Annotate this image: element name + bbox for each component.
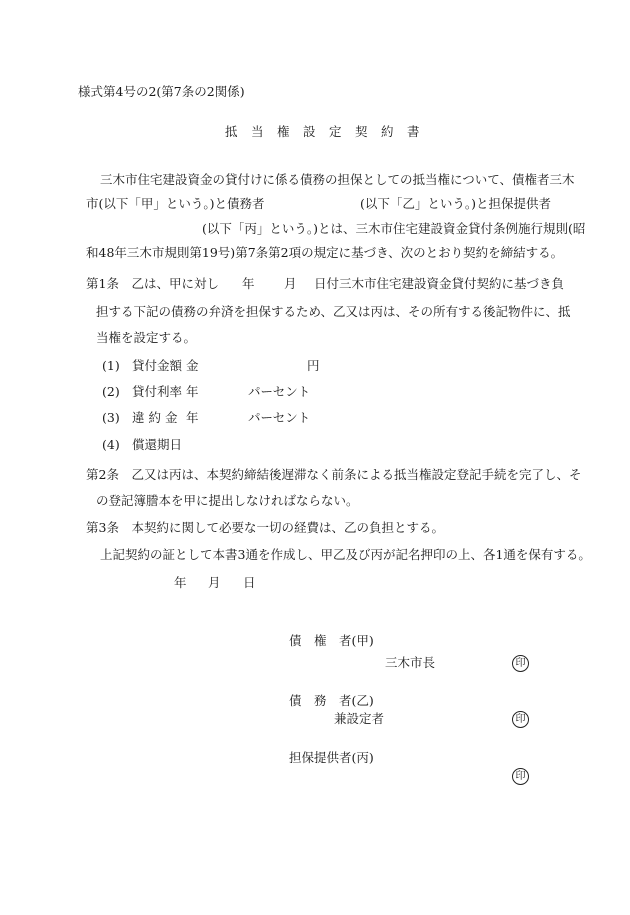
closing-statement: 上記契約の証として本書3通を作成し、甲乙及び丙が記名押印の上、各1通を保有する。 bbox=[100, 547, 591, 562]
item-unit: パーセント bbox=[248, 410, 311, 425]
article1-line-1a: 第1条 乙は、甲に対し bbox=[86, 276, 219, 291]
item-number: (3) bbox=[102, 410, 120, 425]
article2-line-1: 第2条 乙又は丙は、本契約締結後遅滞なく前条による抵当権設定登記手続を完了し、そ bbox=[86, 467, 582, 482]
article3: 第3条 本契約に関して必要な一切の経費は、乙の負担とする。 bbox=[86, 520, 444, 535]
seal-mark-icon: 印 bbox=[512, 768, 529, 785]
article1-month: 月 bbox=[284, 276, 297, 291]
provider-label: 担保提供者(丙) bbox=[289, 750, 374, 765]
item-label: 貸付利率 bbox=[132, 384, 183, 399]
article1-line-3: 当権を設定する。 bbox=[96, 330, 197, 345]
item-field: 年 bbox=[186, 410, 199, 425]
item-number: (4) bbox=[102, 437, 120, 452]
date-month: 月 bbox=[208, 575, 221, 590]
preamble-line-3: (以下「丙」という。)とは、三木市住宅建設資金貸付条例施行規則(昭 bbox=[202, 221, 586, 236]
seal-mark-icon: 印 bbox=[512, 655, 529, 672]
item-unit: 円 bbox=[307, 358, 320, 373]
debtor-sub-label: 兼設定者 bbox=[334, 711, 385, 726]
item-unit: パーセント bbox=[248, 384, 311, 399]
item-number: (2) bbox=[102, 384, 120, 399]
creditor-label: 債 権 者(甲) bbox=[289, 633, 374, 648]
date-year: 年 bbox=[174, 575, 187, 590]
form-number: 様式第4号の2(第7条の2関係) bbox=[78, 84, 245, 99]
preamble-line-4: 和48年三木市規則第19号)第7条第2項の規定に基づき、次のとおり契約を締結する。 bbox=[86, 245, 564, 260]
item-label: 貸付金額 bbox=[132, 358, 183, 373]
item-field: 年 bbox=[186, 384, 199, 399]
date-day: 日 bbox=[243, 575, 256, 590]
preamble-line-2b: (以下「乙」という。)と担保提供者 bbox=[360, 196, 552, 211]
article2-line-2: の登記簿謄本を甲に提出しなければならない。 bbox=[96, 493, 359, 508]
item-number: (1) bbox=[102, 358, 120, 373]
article1-year: 年 bbox=[242, 276, 255, 291]
item-field: 金 bbox=[186, 358, 199, 373]
creditor-name: 三木市長 bbox=[385, 655, 436, 670]
preamble-line-1: 三木市住宅建設資金の貸付けに係る債務の担保としての抵当権について、債権者三木 bbox=[100, 172, 575, 187]
debtor-label: 債 務 者(乙) bbox=[289, 693, 374, 708]
preamble-line-2a: 市(以下「甲」という。)と債務者 bbox=[86, 196, 265, 211]
seal-mark-icon: 印 bbox=[512, 711, 529, 728]
article1-line-2: 担する下記の債務の弁済を担保するため、乙又は丙は、その所有する後記物件に、抵 bbox=[96, 304, 571, 319]
item-label: 償還期日 bbox=[132, 437, 183, 452]
document-title: 抵 当 権 設 定 契 約 書 bbox=[225, 124, 421, 139]
article1-line-1b: 日付三木市住宅建設資金貸付契約に基づき負 bbox=[314, 276, 565, 291]
item-label: 違 約 金 bbox=[132, 410, 178, 425]
